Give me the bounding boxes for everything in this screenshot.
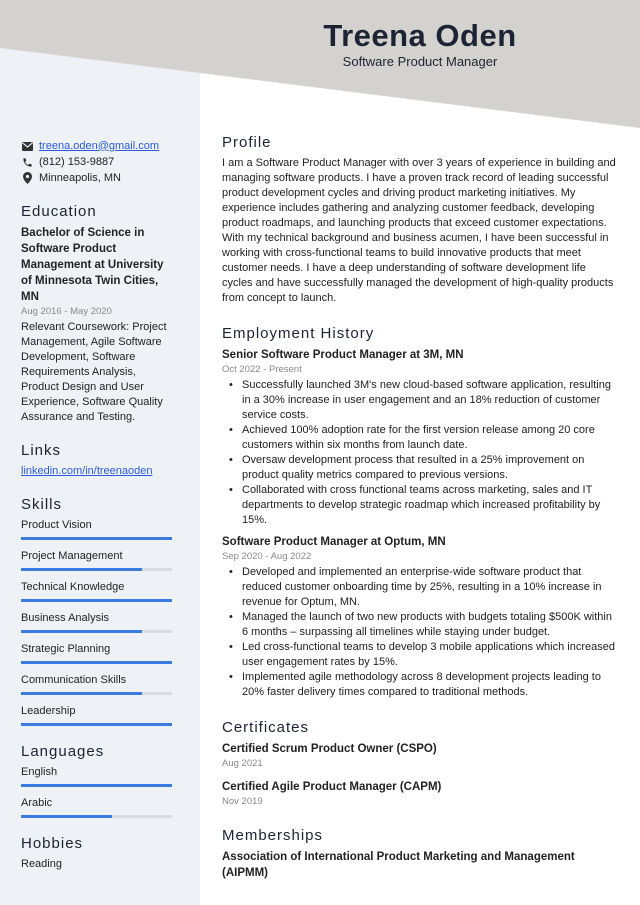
jobs-list: [222, 347, 618, 700]
profile-text: I am a Software Product Manager with over 3 years of experience in building and managing software products. I have a proven track record of leading successful product development cycles and driving product marketing initiatives. My experience includes gathering and analyzing customer feedback, developing product roadmaps, and launching products that exceed customer expectations. With my technical background and business acumen, I have been successful in working with cross-functional teams to build innovative products that meet customer needs. I have a deep understanding of software development life cycles and have successfully managed the development of high-quality products from concept to launch.: [222, 157, 616, 304]
languages-item-label: Arabic: [21, 797, 53, 809]
job-bullets: [222, 565, 618, 700]
certificates-list: [222, 741, 618, 808]
skills-item: [21, 704, 176, 726]
email-link[interactable]: treena.oden@gmail.com: [39, 139, 160, 152]
skills-list: [21, 518, 176, 726]
skills-item: [21, 673, 176, 695]
contact-email: [21, 138, 176, 154]
languages-level-fill: [21, 815, 112, 818]
job-bullet: • Successfully launched 3M's new cloud-based software application, resulting in a 30% increase in user engagement and an 18% reduction of customer service costs.: [242, 378, 618, 423]
education-coursework: Relevant Coursework: Project Management, Agile Software Development, Software Requirements Analysis, Product Design and User Experience, Software Quality Assurance and Testing.: [21, 321, 167, 423]
location-text: Minneapolis, MN: [39, 171, 121, 184]
skills-level-fill: [21, 537, 172, 540]
main-content: [222, 135, 618, 901]
job-entry: [222, 534, 618, 700]
languages-item-label: English: [21, 766, 58, 778]
skills-level-bar: [21, 692, 172, 695]
skills-level-bar: [21, 537, 172, 540]
skills-heading: Skills: [21, 496, 63, 513]
job-title: Senior Software Product Manager at 3M, MN: [222, 349, 464, 361]
education-heading: Education: [21, 203, 97, 220]
memberships-heading: Memberships: [222, 827, 324, 844]
skills-level-fill: [21, 568, 142, 571]
skills-level-fill: [21, 723, 172, 726]
job-bullet: • Developed and implemented an enterprise-wide software product that reduced customer onboarding time by 25%, resulting in a 10% increase in revenue for Optum, MN.: [242, 565, 618, 610]
contact-phone: [21, 154, 176, 170]
job-entry: [222, 347, 618, 528]
skills-item-label: Project Management: [21, 550, 123, 562]
education-degree: Bachelor of Science in Software Product Management at University of Minnesota Twin Cities, MN: [21, 227, 164, 303]
skills-level-bar: [21, 661, 172, 664]
job-bullets: [222, 378, 618, 528]
skills-item: [21, 549, 176, 571]
skills-item: [21, 642, 176, 664]
profile-heading: Profile: [222, 134, 272, 151]
skills-item-label: Business Analysis: [21, 612, 110, 624]
certificate-name: Certified Scrum Product Owner (CSPO): [222, 743, 437, 755]
skills-level-fill: [21, 630, 142, 633]
profile-section: [222, 135, 618, 306]
membership-item: Association of International Product Marketing and Management (AIPMM): [222, 851, 575, 879]
languages-item: [21, 796, 176, 818]
skills-item: [21, 580, 176, 602]
skills-item-label: Leadership: [21, 705, 76, 717]
skills-item-label: Product Vision: [21, 519, 92, 531]
languages-level-bar: [21, 815, 172, 818]
hobbies-heading: Hobbies: [21, 835, 84, 852]
candidate-title: Software Product Manager: [342, 54, 498, 69]
skills-item: [21, 518, 176, 540]
skills-item-label: Strategic Planning: [21, 643, 111, 655]
contact-location: [21, 170, 176, 186]
languages-item: [21, 765, 176, 787]
sidebar: [21, 138, 176, 872]
candidate-name: Treena Oden: [323, 18, 517, 53]
skills-item: [21, 611, 176, 633]
job-bullet: • Led cross-functional teams to develop 3 mobile applications which increased user engagement rates by 15%.: [242, 640, 618, 670]
linkedin-link[interactable]: linkedin.com/in/treenaoden: [21, 465, 153, 477]
skills-item-label: Technical Knowledge: [21, 581, 125, 593]
certificate-entry: [222, 779, 618, 808]
hobby-item: Reading: [21, 858, 62, 870]
skills-level-bar: [21, 630, 172, 633]
certificate-entry: [222, 741, 618, 770]
job-bullet: • Oversaw development process that resulted in a 25% improvement on product quality metrics compared to previous versions.: [242, 453, 618, 483]
certificate-name: Certified Agile Product Manager (CAPM): [222, 781, 442, 793]
phone-text: (812) 153-9887: [39, 155, 115, 168]
languages-level-bar: [21, 784, 172, 787]
envelope-icon: [21, 140, 33, 152]
education-dates: Aug 2016 - May 2020: [21, 306, 112, 317]
skills-level-fill: [21, 661, 172, 664]
skills-level-bar: [21, 723, 172, 726]
skills-level-bar: [21, 599, 172, 602]
languages-heading: Languages: [21, 743, 105, 760]
job-bullet: • Managed the launch of two new products with budgets totaling $500K within 6 months – surpassing all timelines while staying under budget.: [242, 610, 618, 640]
job-bullet: • Collaborated with cross functional teams across marketing, sales and IT departments to develop strategic roadmap which increased profitability by 15%.: [242, 483, 618, 528]
skills-level-fill: [21, 599, 172, 602]
skills-level-fill: [21, 692, 142, 695]
phone-icon: [21, 156, 33, 168]
employment-heading: Employment History: [222, 325, 375, 342]
job-title: Software Product Manager at Optum, MN: [222, 536, 446, 548]
job-dates: Oct 2022 - Present: [222, 364, 302, 375]
languages-level-fill: [21, 784, 172, 787]
job-bullet: • Implemented agile methodology across 8 development projects leading to 20% faster delivery times compared to traditional methods.: [242, 670, 618, 700]
job-bullet: • Achieved 100% adoption rate for the first version release among 20 core customers within six months from launch date.: [242, 423, 618, 453]
links-heading: Links: [21, 442, 62, 459]
certificates-section: [222, 720, 618, 808]
job-dates: Sep 2020 - Aug 2022: [222, 551, 312, 562]
skills-item-label: Communication Skills: [21, 674, 127, 686]
languages-list: [21, 765, 176, 818]
certificate-date: Aug 2021: [222, 758, 263, 769]
memberships-section: [222, 828, 618, 881]
certificate-date: Nov 2019: [222, 796, 263, 807]
skills-level-bar: [21, 568, 172, 571]
employment-section: [222, 326, 618, 700]
certificates-heading: Certificates: [222, 719, 310, 736]
map-pin-icon: [21, 172, 33, 184]
